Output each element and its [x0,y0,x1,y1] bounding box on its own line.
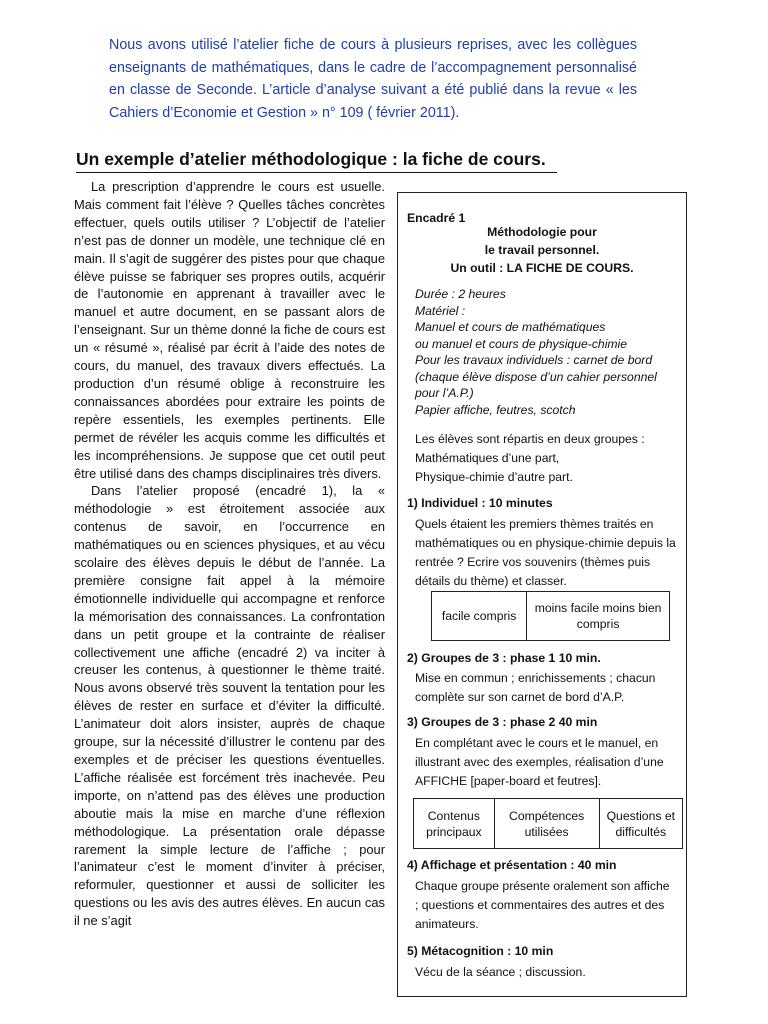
meta-line: pour l’A.P.) [415,386,474,400]
meta-line: Matériel : [415,303,466,318]
table-cell: Contenus principaux [414,799,495,849]
box-title [398,223,686,277]
groups-line: Mathématiques d’une part, [415,451,560,465]
meta-line: Durée : 2 heures [415,287,506,301]
step-2-heading: 2) Groupes de 3 : phase 1 10 min. [407,651,601,665]
table-cell: facile compris [432,592,527,641]
step-5-heading: 5) Métacognition : 10 min [407,944,554,958]
step-2-body: Mise en commun ; enrichissements ; chacun complète sur son carnet de bord d’A.P. [415,671,656,704]
step-4-body: Chaque groupe présente oralement son affiche ; questions et commentaires des autres et des animateurs. [415,879,670,931]
meta-line: Pour les travaux individuels : carnet de bord [415,353,653,367]
table-cell: moins facile moins bien compris [527,592,670,641]
meta-line: ou manuel et cours de physique-chimie [415,336,628,351]
groups-line: Les élèves sont répartis en deux groupes : [415,432,645,446]
box-title-line-2: le travail personnel. [484,243,600,257]
step-5-body: Vécu de la séance ; discussion. [415,965,586,979]
encadre-1-box [397,192,687,997]
body-paragraph-1: La prescription d’apprendre le cours est usuelle. Mais comment fait l’élève ? Quelles tâches concrètes effectuer, quels outils utiliser ? L’objectif de l’atelier n’est pas de donner un modèle, une technique clé en main. Il s’agit de suggérer des pistes pour que chaque élève puisse se fabriquer ses propres outils, acquérir de l’autonomie en apprenant à travailler avec le manuel et autre document, en se passant alors de l’enseignant. Sur un thème donné la fiche de cours est un « résumé », réalisé par écrit à l’aide des notes de cours, du manuel, des travaux divers effectués. La production d’un résumé oblige à reconstruire les connaissances abordées pour extraire les points de repère essentiels, les exemples pertinents. Elle permet de révéler les acquis comme les difficultés et les incompréhensions. Je suppose que cet outil peut être utilisé dans des champs disciplinaires très divers. [74,179,386,481]
groups-line: Physique-chimie d’autre part. [415,470,573,484]
table-cell: Questions et difficultés [599,799,682,849]
box-title-line-3: Un outil : LA FICHE DE COURS. [450,261,634,275]
step-1-body: Quels étaient les premiers thèmes traités en mathématiques ou en physique-chimie depuis la rentrée ? Ecrire vos souvenirs (thèmes puis détails du thème) et classer. [415,517,676,588]
step-1-heading: 1) Individuel : 10 minutes [407,496,553,510]
box-label: Encadré 1 [407,211,466,225]
poster-table [413,798,683,849]
step-3-heading: 3) Groupes de 3 : phase 2 40 min [407,715,598,729]
meta-line: Papier affiche, feutres, scotch [415,402,576,417]
box-title-line-1: Méthodologie pour [487,225,597,239]
title-underline [76,172,557,173]
meta-line: Manuel et cours de mathématiques [415,320,606,334]
box-groups [415,430,678,487]
body-paragraph-2: Dans l’atelier proposé (encadré 1), la « méthodologie » est étroitement associée aux contenus de savoir, en l’occurrence en mathématiques ou en sciences physiques, et au vécu scolaire des élèves depuis le début de l’année. La première consigne fait appel à la mémoire émotionnelle individuelle qui accompagne et renforce la mémorisation des connaissances. La confrontation dans un petit groupe et la contrainte de réaliser collectivement une affiche (encadré 2) va inciter à creuser les contenus, à questionner le thème traité. Nous avons observé très souvent la tentation pour les élèves de rester en surface et d’éviter la difficulté. L’animateur doit alors insister, auprès de chaque groupe, sur la nécessité d’illustrer le contenu par des exemples et de préciser les questions éventuelles. L’affiche réalisée est forcément très inachevée. Peu importe, on n’attend pas des élèves une production aboutie mais la mise en marche d’une réflexion méthodologique. La présentation orale dépasse rarement la simple lecture de l’affiche ; pour l’animateur c’est le moment d’inviter à préciser, reformuler, questionner et aussi de solliciter les questions ou les avis des autres élèves. En aucun cas il ne s’agit [74,483,385,929]
box-meta [415,286,678,418]
table-cell: Compétences utilisées [494,799,599,849]
step-3-body: En complétant avec le cours et le manuel, en illustrant avec des exemples, réalisation d’une AFFICHE [paper-board et feutres]. [415,736,664,788]
meta-line: (chaque élève dispose d’un cahier personnel [415,369,657,384]
step-4-heading: 4) Affichage et présentation : 40 min [407,858,617,872]
article-title: Un exemple d’atelier méthodologique : la fiche de cours. [76,149,546,169]
body-column [74,178,385,930]
intro-paragraph: Nous avons utilisé l’atelier fiche de cours à plusieurs reprises, avec les collègues enseignants de mathématiques, dans le cadre de l’accompagnement personnalisé en classe de Seconde. L’article d’analyse suivant a été publié dans la revue « les Cahiers d’Economie et Gestion » n° 109 ( février 2011). [109,37,637,121]
difficulty-table [431,591,670,641]
